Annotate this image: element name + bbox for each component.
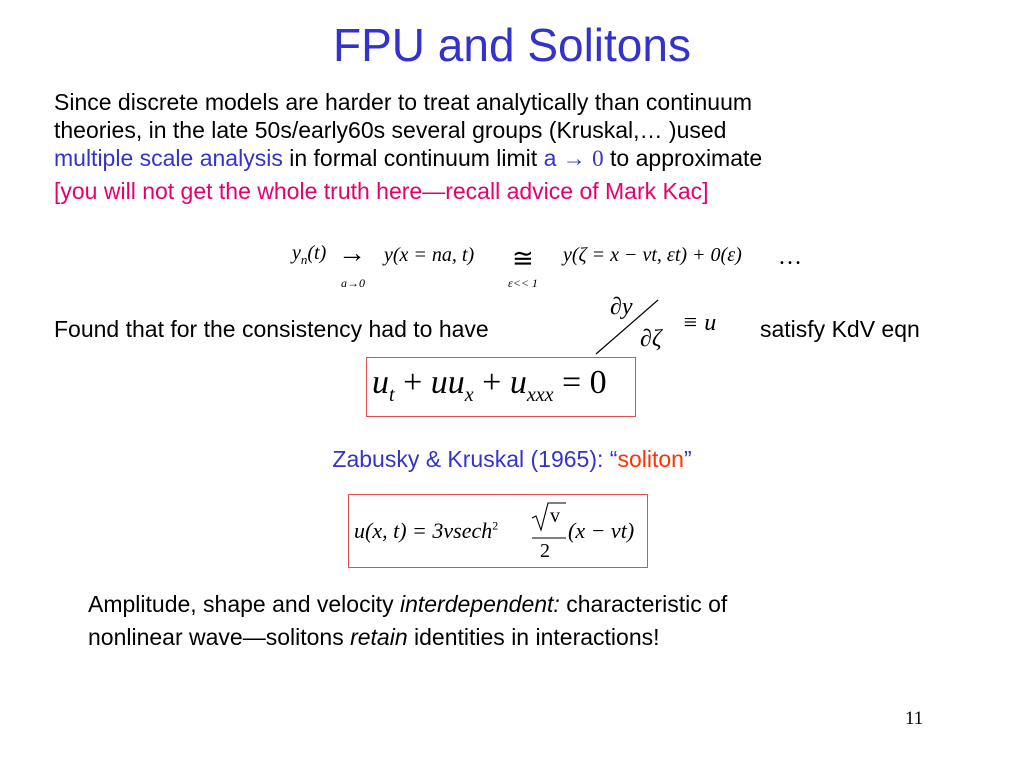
consistency-text: Found that for the consistency had to have xyxy=(54,316,489,342)
soliton-solution-rhs: (x − vt) xyxy=(568,518,635,543)
eq1-ellipsis: … xyxy=(778,244,802,270)
eq1-y-of-x: y(x = na, t) xyxy=(384,244,475,266)
lattice-spacing-a: a xyxy=(543,145,557,171)
zabusky-kruskal-line: Zabusky & Kruskal (1965): “soliton” xyxy=(332,446,692,472)
warning-text: [you will not get the whole truth here—recall advice of Mark Kac] xyxy=(54,178,709,204)
intro-line-3-mid: in formal continuum limit xyxy=(282,145,544,171)
multiple-scale-analysis-text: multiple scale analysis xyxy=(54,145,283,171)
intro-paragraph xyxy=(54,88,984,173)
arrow-icon: → xyxy=(562,145,586,171)
equiv-u: ≡ u xyxy=(682,310,717,336)
partial-y-numerator: ∂y xyxy=(610,294,633,320)
fraction-denominator-2: 2 xyxy=(540,540,550,562)
eq1-yn: $y_n(t)$ xyxy=(292,242,327,267)
amplitude-line-2: nonlinear wave—solitons retain identities in interactions! xyxy=(88,624,660,650)
soliton-word: soliton xyxy=(617,446,684,472)
eq1-y-of-zeta: y(ζ = x − vt, εt) + 0(ε) xyxy=(563,244,742,266)
partial-zeta-denominator: ∂ζ xyxy=(640,326,662,352)
sqrt-v: v xyxy=(550,505,560,527)
limit-zero: 0 xyxy=(592,146,604,171)
intro-line-3-end: to approximate xyxy=(603,145,763,171)
soliton-solution-lhs: u(x, t) = 3vsech$^2$ xyxy=(354,518,499,543)
eq1-approx-symbol: ≅ xyxy=(512,244,534,273)
intro-line-3 xyxy=(54,144,984,173)
amplitude-line-1: Amplitude, shape and velocity interdependent: characteristic of xyxy=(88,591,728,617)
eq1-limit-arrow: → xyxy=(338,238,366,269)
eq1-approx-subscript: ε<< 1 xyxy=(508,276,538,290)
eq1-limit-subscript: a→0 xyxy=(341,276,365,290)
amplitude-paragraph xyxy=(88,588,968,654)
page-number: 11 xyxy=(905,708,924,729)
kdv-equation: $u_t + uu_x + u_{xxx} = 0$ xyxy=(372,364,607,406)
satisfy-kdv-text: satisfy KdV eqn xyxy=(760,316,920,342)
slide-title: FPU and Solitons xyxy=(333,19,691,71)
intro-line-1: Since discrete models are harder to treat analytically than continuum xyxy=(54,89,753,115)
intro-line-2: theories, in the late 50s/early60s several groups (Kruskal,… )used xyxy=(54,117,727,143)
